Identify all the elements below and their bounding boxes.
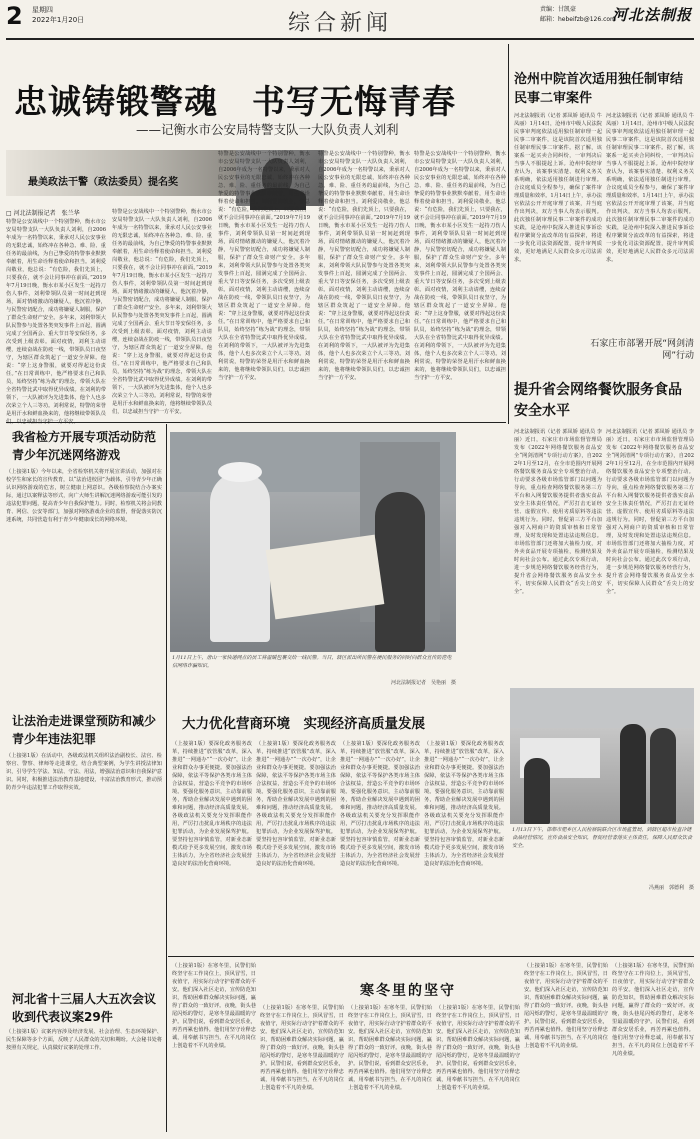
right-photo-caption: 1月13日下午，邯郸市肥乡区人民检察院联合区市场监管局，到辖区超市检查冷链食品经营情况，宣传食品安全知识，督促经营者落实主体责任，保障人民群众饮食安全。 bbox=[512, 827, 693, 849]
lead-byline: □ 河北法制报记者 张兰华 bbox=[6, 210, 80, 217]
section-title: 综合新闻 bbox=[288, 11, 393, 36]
lead-body-col5: 特警是公安战线中一个特别警种，衡水市公安局特警支队一大队负责人刘利，自2006年成为一名特警以来，秉承对人民公安事业的无限忠诚，始终冲在各种急、难、险、重任务的最前线，为自己挚爱的特警事业默默奉献着，用生命诠释着使命和担当。刘利爱岗敬业，他总说：“有危险，我们先顶上，只要我在，就不会让同事冲在前面。”2019年7月19日晚，衡水市某小区发生一起持刀伤人事件，刘利带领队员第一时间赶到现场，面对情绪激动的嫌疑人，他沉着冷静，与民警密切配合，成功将嫌疑人制服，保护了群众生命财产安全。多年来，刘利带领大队民警参与处置各类突发事件上百起，圆满完成了全国两会、重大节日等安保任务，多次受到上级表彰。面对疫情，刘利主动请缨，连续奋战在防疫一线，带领队员日夜坚守，为辖区群众筑起了一道安全屏障。他说：“穿上这身警服，就要对得起这份责任。”在日常训练中，他严格要求自己和队员，始终坚持“练为战”的理念，带领大队在全省特警比武中取得优异成绩。在刘利的带领下，一大队被评为先进集体，他个人也多次荣立个人三等功。刘利常说，特警的荣誉是用汗水和鲜血换来的，他将继续带领队员们，以忠诚担当守护一方平安。 bbox=[414, 151, 506, 381]
story2-headline: 让法治走进课堂预防和减少青少年违法犯罪 bbox=[12, 714, 157, 746]
lead-body-col1: 特警是公安战线中一个特别警种，衡水市公安局特警支队一大队负责人刘利，自2006年成为一名特警以来，秉承对人民公安事业的无限忠诚，始终冲在各种急、难、险、重任务的最前线，为自己挚爱的特警事业默默奉献着，用生命诠释着使命和担当。刘利爱岗敬业，他总说：“有危险，我们先顶上，只要我在，就不会让同事冲在前面。”2019年7月19日晚，衡水市某小区发生一起持刀伤人事件，刘利带领队员第一时间赶到现场，面对情绪激动的嫌疑人，他沉着冷静，与民警密切配合，成功将嫌疑人制服，保护了群众生命财产安全。多年来，刘利带领大队民警参与处置各类突发事件上百起，圆满完成了全国两会、重大节日等安保任务，多次受到上级表彰。面对疫情，刘利主动请缨，连续奋战在防疫一线，带领队员日夜坚守，为辖区群众筑起了一道安全屏障。他说：“穿上这身警服，就要对得起这份责任。”在日常训练中，他严格要求自己和队员，始终坚持“练为战”的理念，带领大队在全省特警比武中取得优异成绩。在刘利的带领下，一大队被评为先进集体，他个人也多次荣立个人三等功。刘利常说，特警的荣誉是用汗水和鲜血换来的，他将继续带领队员 bbox=[6, 219, 106, 417]
court-body-col2: 河北法制报讯（记者 郭凤娇 通讯员 牛凤丽）1月14日，沧州市中级人民法院民事审判庭依法适用独任制审理一起民事二审案件，这是该院首次适用独任制审理民事二审案件。据了解，该案系一起买卖合同纠纷，一审判决后当事人不服提起上诉。沧州中院经审查认为，该案事实清楚、权利义务关系明确，依法适用独任制进行审理。合议庭成员全程参与，确保了案件审理质量和效率。1月14日上午，承办法官依法公开开庭审理了该案，并当庭作出判决，双方当事人均表示服判。此次独任制审理民事二审案件的成功实践，是沧州中院深入推进民事诉讼程序繁简分流改革的有益探索，将进一步优化司法资源配置，提升审判质效，更好地满足人民群众多元司法需求。 bbox=[606, 113, 694, 263]
business-body-col4: （上接第1版）要深化政务服务改革，持续推进“放管服”改革，深入推进“一网通办”“一次办好”，让企业和群众办事更便捷。要加强法治保障，依法平等保护各类市场主体合法权益，营造公平竞争的市场环境。要强化服务意识，主动靠前服务，帮助企业解决发展中遇到的困难和问题，推动经济高质量发展。各级政法机关要充分发挥职能作用，严厉打击扰乱市场秩序的违法犯罪活动，为企业发展保驾护航。要坚持包容审慎监管，对新业态新模式给予更多发展空间，激发市场主体活力，为全省经济社会发展营造良好的法治化营商环境。 bbox=[424, 741, 504, 867]
center-photo-caption: 1月11日上午，唐山一家快递网点的员工将温暖包裹交给一线民警。当日，辖区派出所民警在便民服务的同时向群众宣传防范电信网络诈骗知识。 bbox=[172, 655, 452, 669]
weekday: 星期四 bbox=[32, 6, 53, 14]
story1-headline: 我省检方开展专项活动防范青少年沉迷网络游戏 bbox=[12, 430, 157, 462]
winter-body-col2: （上接第1版）在寒冬里，民警们始终坚守在工作岗位上，顶风冒雪，日夜值守，用实际行动守护着群众的平安。他们深入社区走访，宣传防范知识，帮助困难群众解决实际问题，赢得了群众的一致好评。夜晚，街头巷尾闪烁的警灯，是寒冬里最温暖的守护。民警们说，看到群众安居乐业，再苦再累也值得。他们用坚守诠释忠诚，用奉献书写担当，在平凡的岗位上创造着不平凡的业绩。 bbox=[260, 1005, 344, 1091]
editor-line: 责编：甘凯豪 bbox=[540, 6, 577, 13]
winter-body-col4: （上接第1版）在寒冬里，民警们始终坚守在工作岗位上，顶风冒雪，日夜值守，用实际行动守护着群众的平安。他们深入社区走访，宣传防范知识，帮助困难群众解决实际问题，赢得了群众的一致好评。夜晚，街头巷尾闪烁的警灯，是寒冬里最温暖的守护。民警们说，看到群众安居乐业，再苦再累也值得。他们用坚守诠释忠诚，用奉献书写担当，在平凡的岗位上创造着不平凡的业绩。 bbox=[436, 1005, 520, 1091]
winter-body-col6: （上接第1版）在寒冬里，民警们始终坚守在工作岗位上，顶风冒雪，日夜值守，用实际行动守护着群众的平安。他们深入社区走访，宣传防范知识，帮助困难群众解决实际问题，赢得了群众的一致好评。夜晚，街头巷尾闪烁的警灯，是寒冬里最温暖的守护。民警们说，看到群众安居乐业，再苦再累也值得。他们用坚守诠释忠诚，用奉献书写担当，在平凡的岗位上创造着不平凡的业绩。 bbox=[612, 963, 694, 1057]
left-col-divider bbox=[166, 424, 167, 1132]
court-body-col1: 河北法制报讯（记者 郭凤娇 通讯员 牛凤丽）1月14日，沧州市中级人民法院民事审判庭依法适用独任制审理一起民事二审案件，这是该院首次适用独任制审理民事二审案件。据了解，该案系一起买卖合同纠纷，一审判决后当事人不服提起上诉。沧州中院经审查认为，该案事实清楚、权利义务关系明确，依法适用独任制进行审理。合议庭成员全程参与，确保了案件审理质量和效率。1月14日上午，承办法官依法公开开庭审理了该案，并当庭作出判决，双方当事人均表示服判。此次独任制审理民事二审案件的成功实践，是沧州中院深入推进民事诉讼程序繁简分流改革的有益探索，将进一步优化司法资源配置，提升审判质效，更好地满足人民群众多元司法需求。 bbox=[514, 113, 602, 263]
award-banner bbox=[6, 150, 236, 196]
business-body-col3: （上接第1版）要深化政务服务改革，持续推进“放管服”改革，深入推进“一网通办”“一次办好”，让企业和群众办事更便捷。要加强法治保障，依法平等保护各类市场主体合法权益，营造公平竞争的市场环境。要强化服务意识，主动靠前服务，帮助企业解决发展中遇到的困难和问题，推动经济高质量发展。各级政法机关要充分发挥职能作用，严厉打击扰乱市场秩序的违法犯罪活动，为企业发展保驾护航。要坚持包容审慎监管，对新业态新模式给予更多发展空间，激发市场主体活力，为全省经济社会发展营造良好的法治化营商环境。 bbox=[340, 741, 420, 867]
business-headline: 大力优化营商环境 实现经济高质量发展 bbox=[182, 716, 425, 732]
winter-body-col5: （上接第1版）在寒冬里，民警们始终坚守在工作岗位上，顶风冒雪，日夜值守，用实际行动守护着群众的平安。他们深入社区走访，宣传防范知识，帮助困难群众解决实际问题，赢得了群众的一致好评。夜晚，街头巷尾闪烁的警灯，是寒冬里最温暖的守护。民警们说，看到群众安居乐业，再苦再累也值得。他们用坚守诠释忠诚，用奉献书写担当，在平凡的岗位上创造着不平凡的业绩。 bbox=[524, 963, 608, 1049]
horizontal-divider bbox=[6, 422, 506, 423]
paper-logo: 河北法制报 bbox=[612, 6, 693, 24]
center-photo bbox=[170, 432, 456, 652]
winter-headline: 寒冬里的坚守 bbox=[360, 983, 456, 999]
business-body-col2: （上接第1版）要深化政务服务改革，持续推进“放管服”改革，深入推进“一网通办”“一次办好”，让企业和群众办事更便捷。要加强法治保障，依法平等保护各类市场主体合法权益，营造公平竞争的市场环境。要强化服务意识，主动靠前服务，帮助企业解决发展中遇到的困难和问题，推动经济高质量发展。各级政法机关要充分发挥职能作用，严厉打击扰乱市场秩序的违法犯罪活动，为企业发展保驾护航。要坚持包容审慎监管，对新业态新模式给予更多发展空间，激发市场主体活力，为全省经济社会发展营造良好的法治化营商环境。 bbox=[256, 741, 336, 867]
page-number: 2 bbox=[6, 2, 23, 30]
email-line: 邮箱：hebeifzb@126.com bbox=[540, 16, 616, 23]
lead-body-col3: 特警是公安战线中一个特别警种，衡水市公安局特警支队一大队负责人刘利，自2006年成为一名特警以来，秉承对人民公安事业的无限忠诚，始终冲在各种急、难、险、重任务的最前线，为自己挚爱的特警事业默默奉献着，用生命诠释着使命和担当。刘利爱岗敬业，他总说：“有危险，我们先顶上，只要我在，就不会让同事冲在前面。”2019年7月19日晚，衡水市某小区发生一起持刀伤人事件，刘利带领队员第一时间赶到现场，面对情绪激动的嫌疑人，他沉着冷静，与民警密切配合，成功将嫌疑人制服，保护了群众生命财产安全。多年来，刘利带领大队民警参与处置各类突发事件上百起，圆满完成了全国两会、重大节日等安保任务，多次受到上级表彰。面对疫情，刘利主动请缨，连续奋战在防疫一线，带领队员日夜坚守，为辖区群众筑起了一道安全屏障。他说：“穿上这身警服，就要对得起这份责任。”在日常训练中，他严格要求自己和队员，始终坚持“练为战”的理念，带领大队在全省特警比武中取得优异成绩。在刘利的带领下，一大队被评为先进集体，他个人也多次荣立个人三等功。刘利常说，特警的荣誉是用汗水和鲜血换来的，他将继续带领队员们，以忠诚担当守护一方平安。 bbox=[218, 151, 310, 381]
business-body-col1: （上接第1版）要深化政务服务改革，持续推进“放管服”改革，深入推进“一网通办”“一次办好”，让企业和群众办事更便捷。要加强法治保障，依法平等保护各类市场主体合法权益，营造公平竞争的市场环境。要强化服务意识，主动靠前服务，帮助企业解决发展中遇到的困难和问题，推动经济高质量发展。各级政法机关要充分发挥职能作用，严厉打击扰乱市场秩序的违法犯罪活动，为企业发展保驾护航。要坚持包容审慎监管，对新业态新模式给予更多发展空间，激发市场主体活力，为全省经济社会发展营造良好的法治化营商环境。 bbox=[172, 741, 252, 867]
masthead bbox=[0, 0, 700, 40]
court-headline: 沧州中院首次适用独任制审结民事二审案件 bbox=[514, 72, 684, 106]
food-kicker: 石家庄市部署开展“网剑清网”行动 bbox=[590, 339, 694, 361]
masthead-rule bbox=[6, 38, 694, 40]
right-col-divider bbox=[508, 44, 509, 424]
lower-divider bbox=[168, 956, 694, 957]
winter-body-col1: （上接第1版）在寒冬里，民警们始终坚守在工作岗位上，顶风冒雪，日夜值守，用实际行动守护着群众的平安。他们深入社区走访，宣传防范知识，帮助困难群众解决实际问题，赢得了群众的一致好评。夜晚，街头巷尾闪烁的警灯，是寒冬里最温暖的守护。民警们说，看到群众安居乐业，再苦再累也值得。他们用坚守诠释忠诚，用奉献书写担当，在平凡的岗位上创造着不平凡的业绩。 bbox=[172, 963, 256, 1049]
winter-body-col3: （上接第1版）在寒冬里，民警们始终坚守在工作岗位上，顶风冒雪，日夜值守，用实际行动守护着群众的平安。他们深入社区走访，宣传防范知识，帮助困难群众解决实际问题，赢得了群众的一致好评。夜晚，街头巷尾闪烁的警灯，是寒冬里最温暖的守护。民警们说，看到群众安居乐业，再苦再累也值得。他们用坚守诠释忠诚，用奉献书写担当，在平凡的岗位上创造着不平凡的业绩。 bbox=[348, 1005, 432, 1091]
lead-body-col4: 特警是公安战线中一个特别警种，衡水市公安局特警支队一大队负责人刘利，自2006年成为一名特警以来，秉承对人民公安事业的无限忠诚，始终冲在各种急、难、险、重任务的最前线，为自己挚爱的特警事业默默奉献着，用生命诠释着使命和担当。刘利爱岗敬业，他总说：“有危险，我们先顶上，只要我在，就不会让同事冲在前面。”2019年7月19日晚，衡水市某小区发生一起持刀伤人事件，刘利带领队员第一时间赶到现场，面对情绪激动的嫌疑人，他沉着冷静，与民警密切配合，成功将嫌疑人制服，保护了群众生命财产安全。多年来，刘利带领大队民警参与处置各类突发事件上百起，圆满完成了全国两会、重大节日等安保任务，多次受到上级表彰。面对疫情，刘利主动请缨，连续奋战在防疫一线，带领队员日夜坚守，为辖区群众筑起了一道安全屏障。他说：“穿上这身警服，就要对得起这份责任。”在日常训练中，他严格要求自己和队员，始终坚持“练为战”的理念，带领大队在全省特警比武中取得优异成绩。在刘利的带领下，一大队被评为先进集体，他个人也多次荣立个人三等功。刘利常说，特警的荣誉是用汗水和鲜血换来的，他将继续带领队员们，以忠诚担当守护一方平安。 bbox=[318, 151, 410, 381]
center-photo-credit: 河北法制报记者 吴艳丽 摄 bbox=[390, 680, 456, 686]
lead-headline: 忠诚铸锻警魂 书写无悔青春 bbox=[14, 82, 456, 121]
right-photo-credit: 冯燕丽 郭德利 摄 bbox=[648, 885, 694, 891]
lead-body-col2: 特警是公安战线中一个特别警种，衡水市公安局特警支队一大队负责人刘利，自2006年成为一名特警以来，秉承对人民公安事业的无限忠诚，始终冲在各种急、难、险、重任务的最前线，为自己挚爱的特警事业默默奉献着，用生命诠释着使命和担当。刘利爱岗敬业，他总说：“有危险，我们先顶上，只要我在，就不会让同事冲在前面。”2019年7月19日晚，衡水市某小区发生一起持刀伤人事件，刘利带领队员第一时间赶到现场，面对情绪激动的嫌疑人，他沉着冷静，与民警密切配合，成功将嫌疑人制服，保护了群众生命财产安全。多年来，刘利带领大队民警参与处置各类突发事件上百起，圆满完成了全国两会、重大节日等安保任务，多次受到上级表彰。面对疫情，刘利主动请缨，连续奋战在防疫一线，带领队员日夜坚守，为辖区群众筑起了一道安全屏障。他说：“穿上这身警服，就要对得起这份责任。”在日常训练中，他严格要求自己和队员，始终坚持“练为战”的理念，带领大队在全省特警比武中取得优异成绩。在刘利的带领下，一大队被评为先进集体，他个人也多次荣立个人三等功。刘利常说，特警的荣誉是用汗水和鲜血换来的，他将继续带领队员们，以忠诚担当守护一方平安。 bbox=[112, 209, 212, 415]
issue-date: 2022年1月20日 bbox=[32, 16, 85, 24]
story2-body: （上接第1版）在活动中，各级政法机关组织法治副校长、法官、检察官、警察、律师等走进课堂，结合典型案例，为学生讲授法律知识，引导学生学法、知法、守法、用法，增强法治意识和自我保护意识。同时，积极推进法治教育基地建设，丰富法治教育形式，推动预防青少年违法犯罪工作取得实效。 bbox=[6, 753, 162, 791]
food-body-col1: 河北法制报讯（记者 郭凤娇 通讯员 李丽）近日，石家庄市市场监督管理局发布《2022年网络餐饮服务食品安全“网剑清网”专项行动方案》，自2022年1月至12月，在全市范围内开展网络餐饮服务食品安全专项整治行动。行动要求各级市场监管部门以问题为导向，重点检查网络餐饮服务第三方平台和入网餐饮服务提供者落实食品安全主体责任情况，严厉打击无证经营、虚假宣传、使用劣质原料等违法违规行为。同时，督促第三方平台加强对入网商户的资质审核和日常管理，及时发现和处置违法违规信息。市场监管部门还将加大抽检力度，对外卖食品开展专项抽检，检测结果及时向社会公布。通过此次专项行动，进一步规范网络餐饮服务经营行为，提升省会网络餐饮服务食品安全水平，切实保障人民群众“舌尖上的安全”。 bbox=[514, 429, 602, 595]
right-photo bbox=[510, 688, 694, 824]
award-banner-text: 最美政法干警（政法委员）提名奖 bbox=[28, 177, 178, 188]
food-headline: 提升省会网络餐饮服务食品安全水平 bbox=[514, 382, 682, 419]
story3-body: （上接第1版）议案内容涉及经济发展、社会治理、生态环境保护、民生保障等多个方面，反映了人民群众的关切和期盼。大会秘书处将按照有关规定，认真做好议案的处理工作。 bbox=[6, 1029, 162, 1051]
lead-subheadline: ——记衡水市公安局特警支队一大队负责人刘利 bbox=[136, 122, 399, 137]
story3-headline: 河北省十三届人大五次会议收到代表议案29件 bbox=[12, 992, 157, 1024]
story1-body: （上接第1版）今年以来，全省检察机关将开展宣讲活动，加强对在校学生和家长的宣传教育，以“法治进校园”为载体，引导青少年正确认识网络游戏的危害，树立健康上网意识。各级检察院结合办案实际，通过以案释法等形式，向广大师生讲解沉迷网络游戏可能引发的违法犯罪问题，提高青少年自我保护能力。同时，检察机关将会同教育、网信、公安等部门，加强对网络游戏企业的监督，督促落实防沉迷系统，共同营造有利于青少年健康成长的网络环境。 bbox=[6, 469, 162, 523]
food-body-col2: 河北法制报讯（记者 郭凤娇 通讯员 李丽）近日，石家庄市市场监督管理局发布《2022年网络餐饮服务食品安全“网剑清网”专项行动方案》，自2022年1月至12月，在全市范围内开展网络餐饮服务食品安全专项整治行动。行动要求各级市场监管部门以问题为导向，重点检查网络餐饮服务第三方平台和入网餐饮服务提供者落实食品安全主体责任情况，严厉打击无证经营、虚假宣传、使用劣质原料等违法违规行为。同时，督促第三方平台加强对入网商户的资质审核和日常管理，及时发现和处置违法违规信息。市场监管部门还将加大抽检力度，对外卖食品开展专项抽检，检测结果及时向社会公布。通过此次专项行动，进一步规范网络餐饮服务经营行为，提升省会网络餐饮服务食品安全水平，切实保障人民群众“舌尖上的安全”。 bbox=[606, 429, 694, 595]
